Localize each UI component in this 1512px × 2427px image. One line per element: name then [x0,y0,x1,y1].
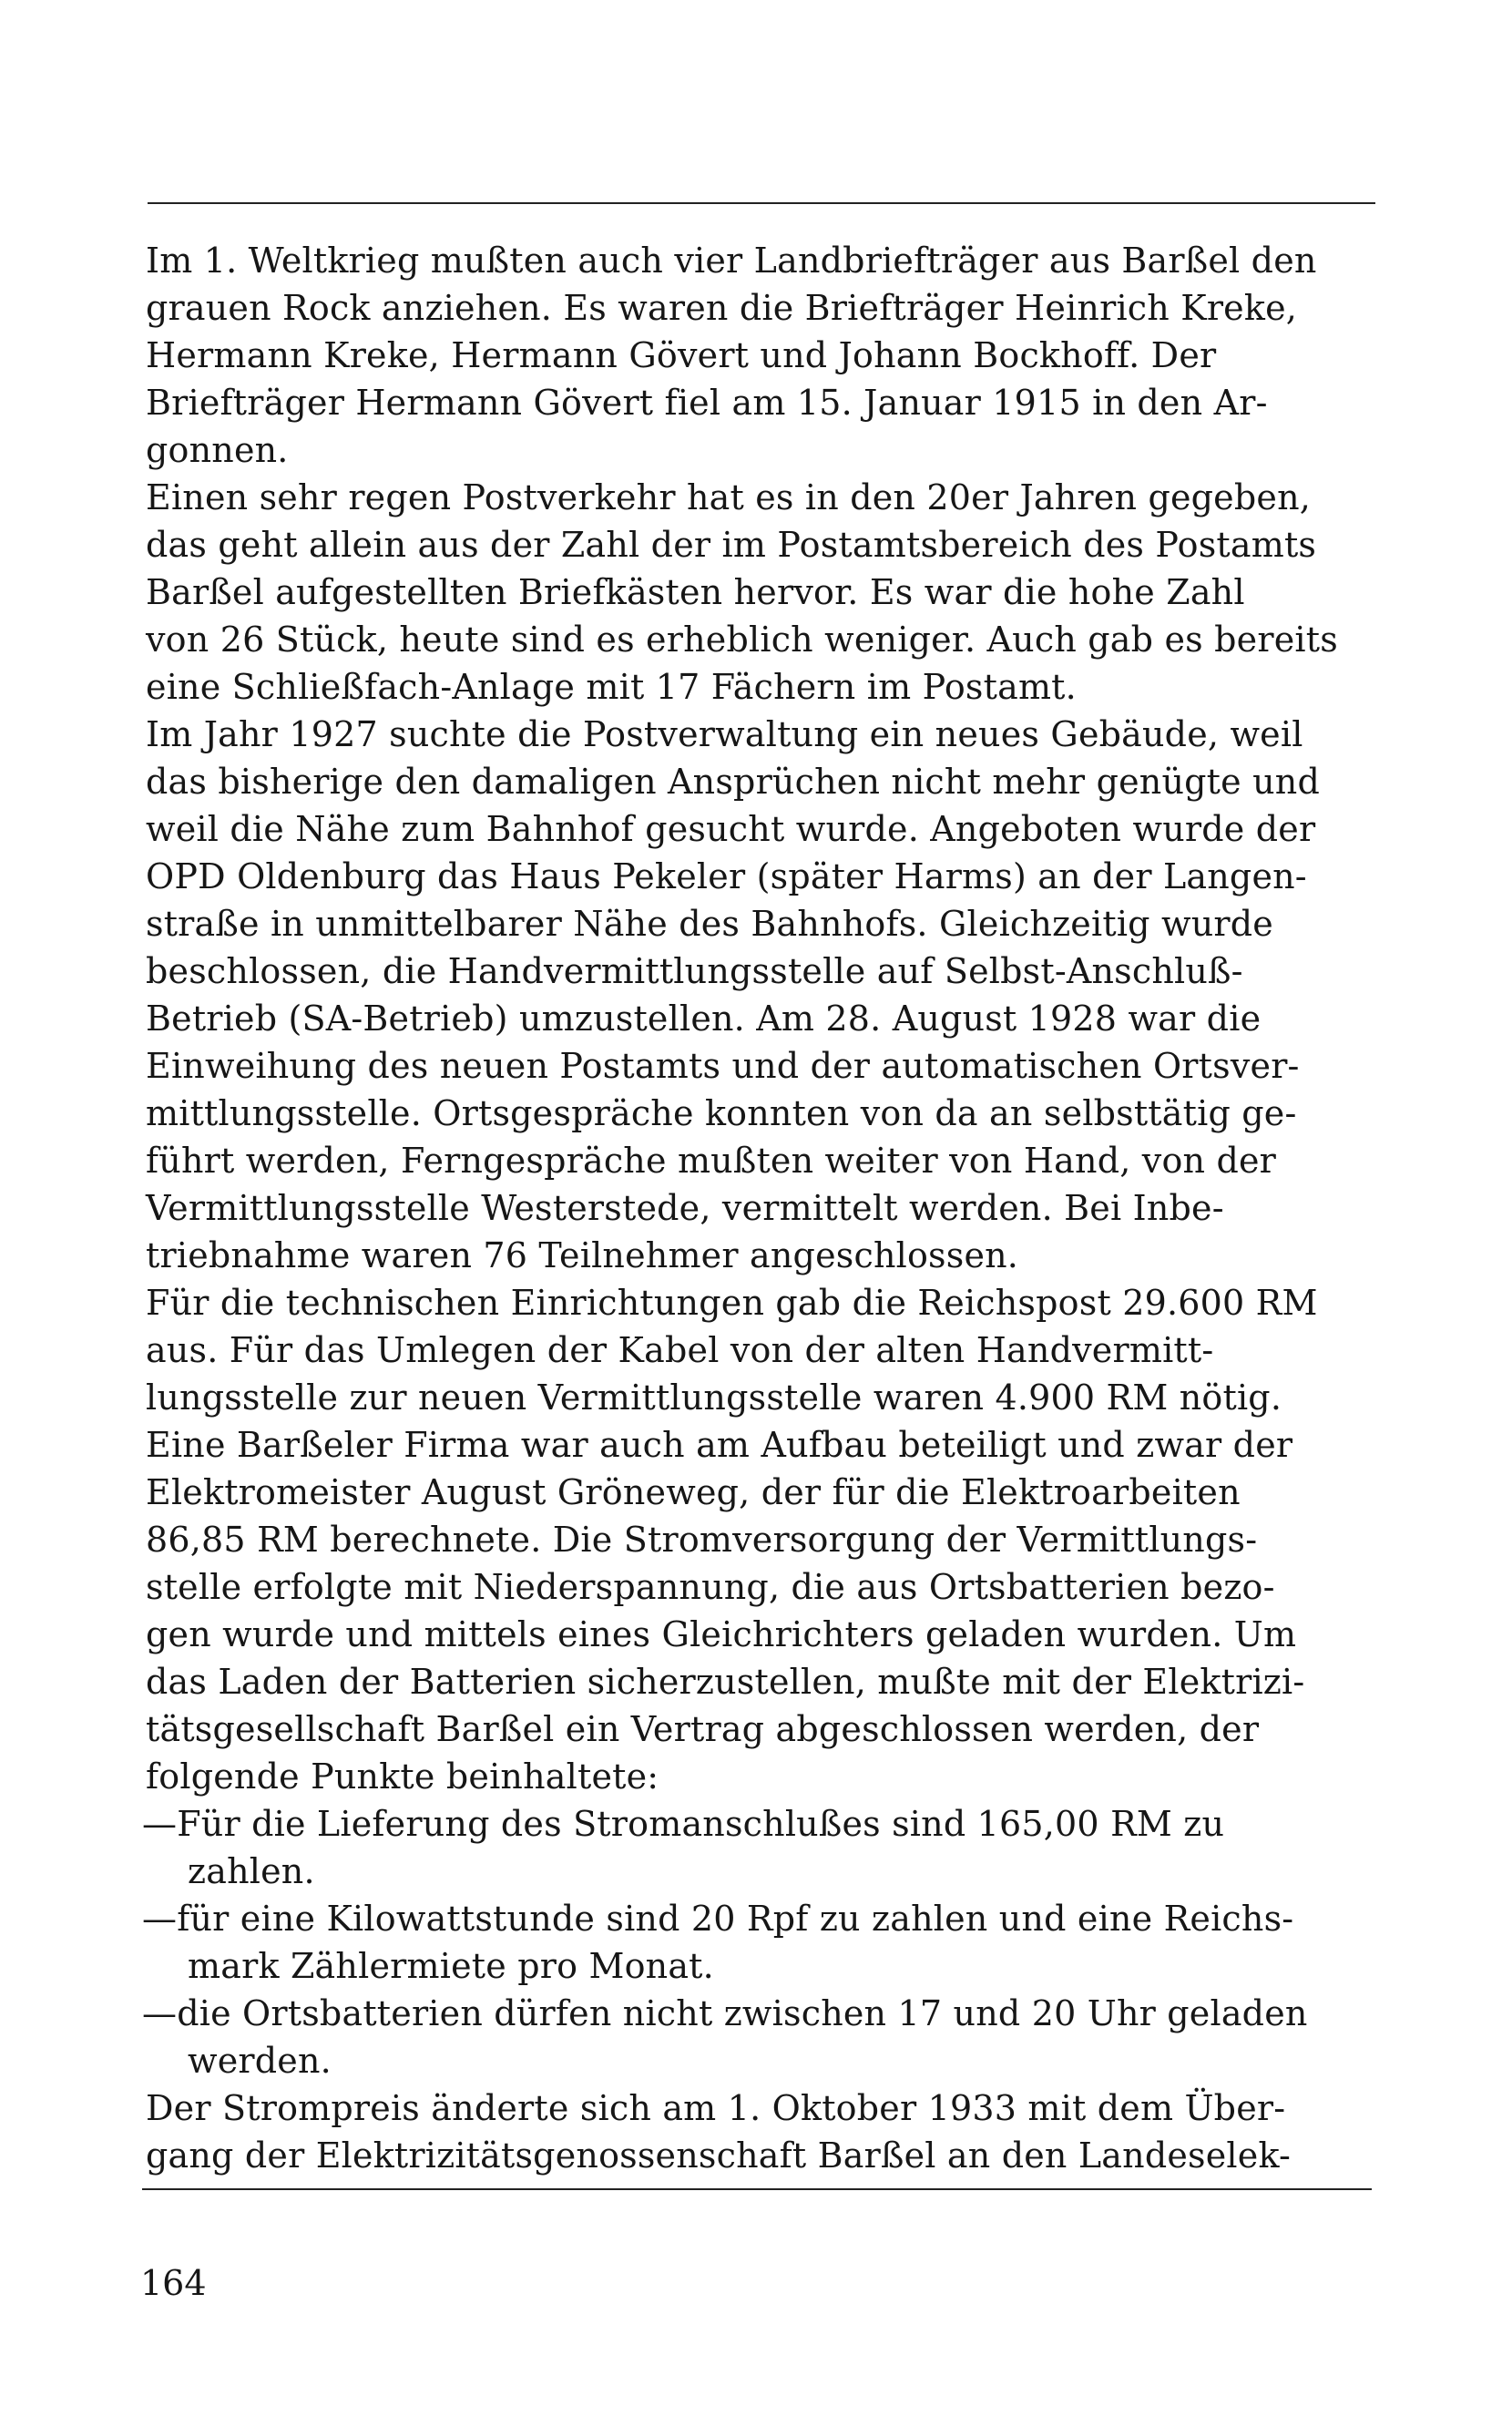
text-line: Barßel aufgestellten Briefkästen hervor. Es war die hohe Zahl [146,572,1245,612]
text-line: Eine Barßeler Firma war auch am Aufbau beteiligt und zwar der [146,1425,1293,1465]
text-line: Hermann Kreke, Hermann Gövert und Johann Bockhoff. Der [146,335,1217,375]
text-line: Betrieb (SA-Betrieb) umzustellen. Am 28. August 1928 war die [146,998,1262,1039]
text-line: grauen Rock anziehen. Es waren die Briefträger Heinrich Kreke, [146,288,1298,328]
text-line: OPD Oldenburg das Haus Pekeler (später Harms) an der Langen- [146,856,1307,896]
text-line: Vermittlungsstelle Westerstede, vermittelt werden. Bei Inbe- [146,1188,1224,1228]
text-line: triebnahme waren 76 Teilnehmer angeschlossen. [146,1235,1019,1275]
text-line: stelle erfolgte mit Niederspannung, die aus Ortsbatterien bezo- [146,1567,1275,1607]
text-line: von 26 Stück, heute sind es erheblich weniger. Auch gab es bereits [146,620,1338,660]
text-line: aus. Für das Umlegen der Kabel von der alten Handvermitt- [146,1330,1214,1370]
text-line: Einen sehr regen Postverkehr hat es in den 20er Jahren gegeben, [146,477,1312,517]
list-item: —die Ortsbatterien dürfen nicht zwischen 17 und 20 Uhr geladen [142,1993,1308,2033]
list-item-continuation: zahlen. [188,1851,315,1891]
text-line: beschlossen, die Handvermittlungsstelle auf Selbst-Anschluß- [146,951,1243,991]
text-line: weil die Nähe zum Bahnhof gesucht wurde. Angeboten wurde der [146,809,1316,849]
text-line: gang der Elektrizitätsgenossenschaft Barßel an den Landeselek- [146,2135,1292,2176]
text-line: Elektromeister August Gröneweg, der für die Elektroarbeiten [146,1472,1241,1512]
text-line: folgende Punkte beinhaltete: [146,1756,659,1797]
list-item: —für eine Kilowattstunde sind 20 Rpf zu zahlen und eine Reichs- [142,1899,1294,1939]
text-line: mittlungsstelle. Ortsgespräche konnten von da an selbsttätig ge- [146,1093,1297,1133]
text-line: Im 1. Weltkrieg mußten auch vier Landbriefträger aus Barßel den [146,241,1317,281]
text-line: 86,85 RM berechnete. Die Stromversorgung der Vermittlungs- [146,1520,1258,1560]
text-line: Briefträger Hermann Gövert fiel am 15. Januar 1915 in den Ar- [146,383,1268,423]
list-item-continuation: mark Zählermiete pro Monat. [188,1946,714,1986]
text-line: Für die technischen Einrichtungen gab die Reichspost 29.600 RM [146,1283,1318,1323]
bottom-rule [142,2188,1372,2190]
text-line: Einweihung des neuen Postamts und der automatischen Ortsver- [146,1046,1300,1086]
text-line: eine Schließfach-Anlage mit 17 Fächern im Postamt. [146,667,1077,707]
top-rule [148,202,1375,204]
text-line: Im Jahr 1927 suchte die Postverwaltung ein neues Gebäude, weil [146,714,1303,754]
text-line: tätsgesellschaft Barßel ein Vertrag abgeschlossen werden, der [146,1709,1260,1749]
text-line: das Laden der Batterien sicherzustellen, mußte mit der Elektrizi- [146,1662,1305,1702]
text-line: lungsstelle zur neuen Vermittlungsstelle waren 4.900 RM nötig. [146,1377,1282,1418]
text-line: straße in unmittelbarer Nähe des Bahnhofs. Gleichzeitig wurde [146,904,1273,944]
text-line: Der Strompreis änderte sich am 1. Oktober 1933 mit dem Über- [146,2088,1286,2128]
text-line: führt werden, Ferngespräche mußten weiter von Hand, von der [146,1141,1277,1181]
list-item-continuation: werden. [188,2041,332,2081]
text-line: gen wurde und mittels eines Gleichrichters geladen wurden. Um [146,1614,1297,1654]
text-line: gonnen. [146,430,289,470]
page-number: 164 [140,2263,207,2303]
text-line: das bisherige den damaligen Ansprüchen nicht mehr genügte und [146,762,1320,802]
list-item: —Für die Lieferung des Stromanschlußes sind 165,00 RM zu [142,1804,1225,1844]
text-line: das geht allein aus der Zahl der im Postamtsbereich des Postamts [146,525,1317,565]
